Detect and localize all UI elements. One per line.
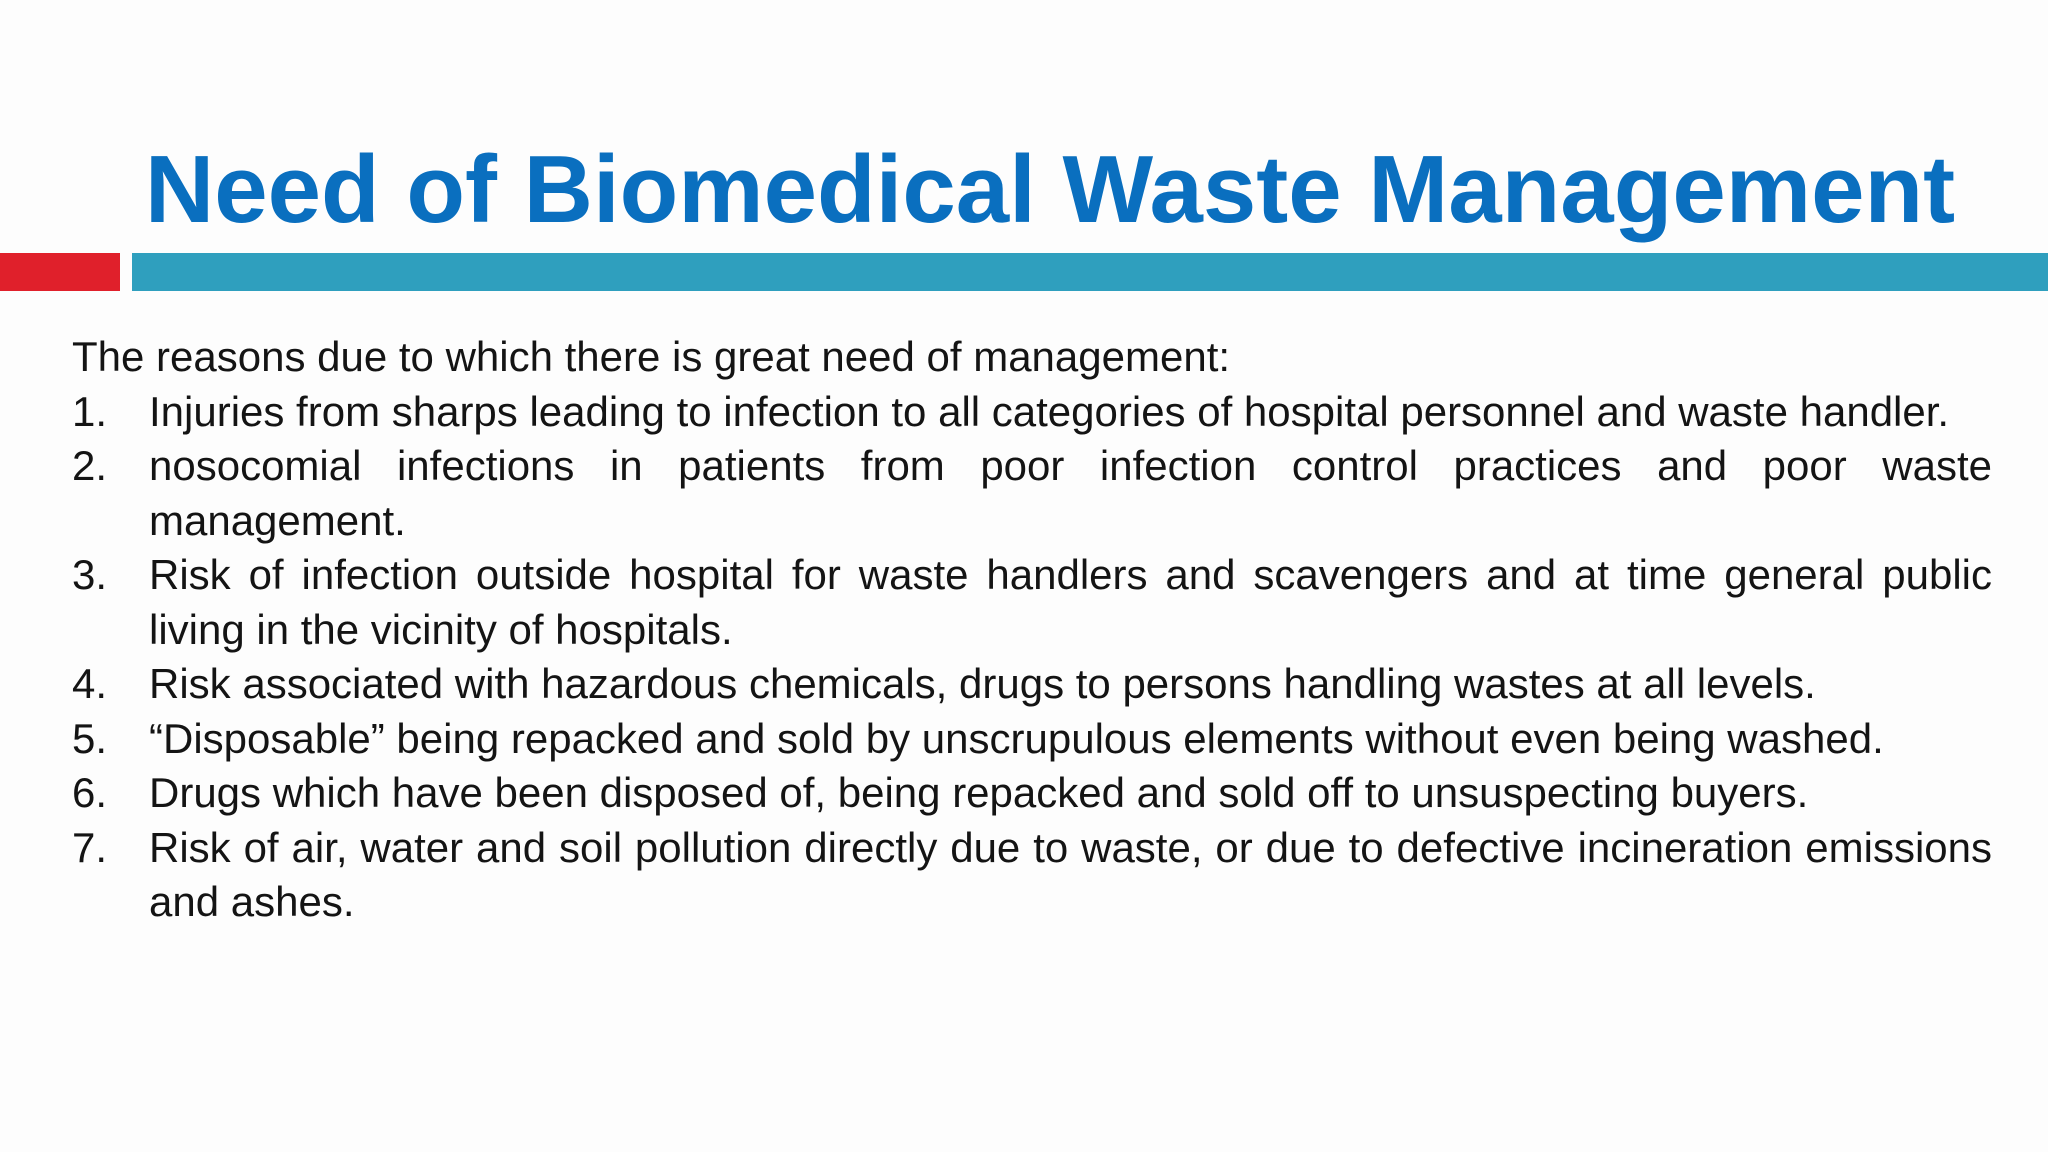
list-item-text: Risk of air, water and soil pollution directly due to waste, or due to defective incineration emissions and ashes. [149, 823, 1992, 925]
list-item-text: Drugs which have been disposed of, being repacked and sold off to unsuspecting buyers. [149, 769, 1809, 816]
list-item-number: 1. [72, 387, 108, 435]
list-item-text: Risk of infection outside hospital for waste handlers and scavengers and at time general public living in the vicinity of hospitals. [149, 551, 1992, 653]
list-item-text: “Disposable” being repacked and sold by unscrupulous elements without even being washed. [149, 714, 1884, 762]
list-item [72, 766, 1992, 821]
list-item-number: 7. [72, 823, 108, 871]
list-item [72, 439, 1992, 548]
list-item-number: 2. [72, 442, 108, 489]
list-item-number: 4. [72, 660, 108, 707]
list-item [72, 712, 1992, 767]
list-item-number: 6. [72, 769, 108, 816]
intro-text: The reasons due to which there is great need of management: [72, 333, 1231, 380]
slide-body [72, 330, 1992, 930]
title-underline-red-accent [0, 253, 120, 291]
list-item [72, 821, 1992, 930]
list-item-text: nosocomial infections in patients from poor infection control practices and poor waste management. [149, 442, 1992, 544]
list-item-number: 3. [72, 551, 108, 598]
list-item-text: Injuries from sharps leading to infection to all categories of hospital personnel and waste handler. [149, 387, 1950, 435]
slide-title: Need of Biomedical Waste Management [144, 136, 1956, 243]
list-item [72, 657, 1992, 712]
list-item-text: Risk associated with hazardous chemicals, drugs to persons handling wastes at all levels. [149, 660, 1816, 707]
list-item-number: 5. [72, 714, 108, 762]
reasons-list [72, 385, 1992, 930]
title-underline-blue-bar [132, 253, 2048, 291]
list-item [72, 385, 1992, 440]
list-item [72, 548, 1992, 657]
